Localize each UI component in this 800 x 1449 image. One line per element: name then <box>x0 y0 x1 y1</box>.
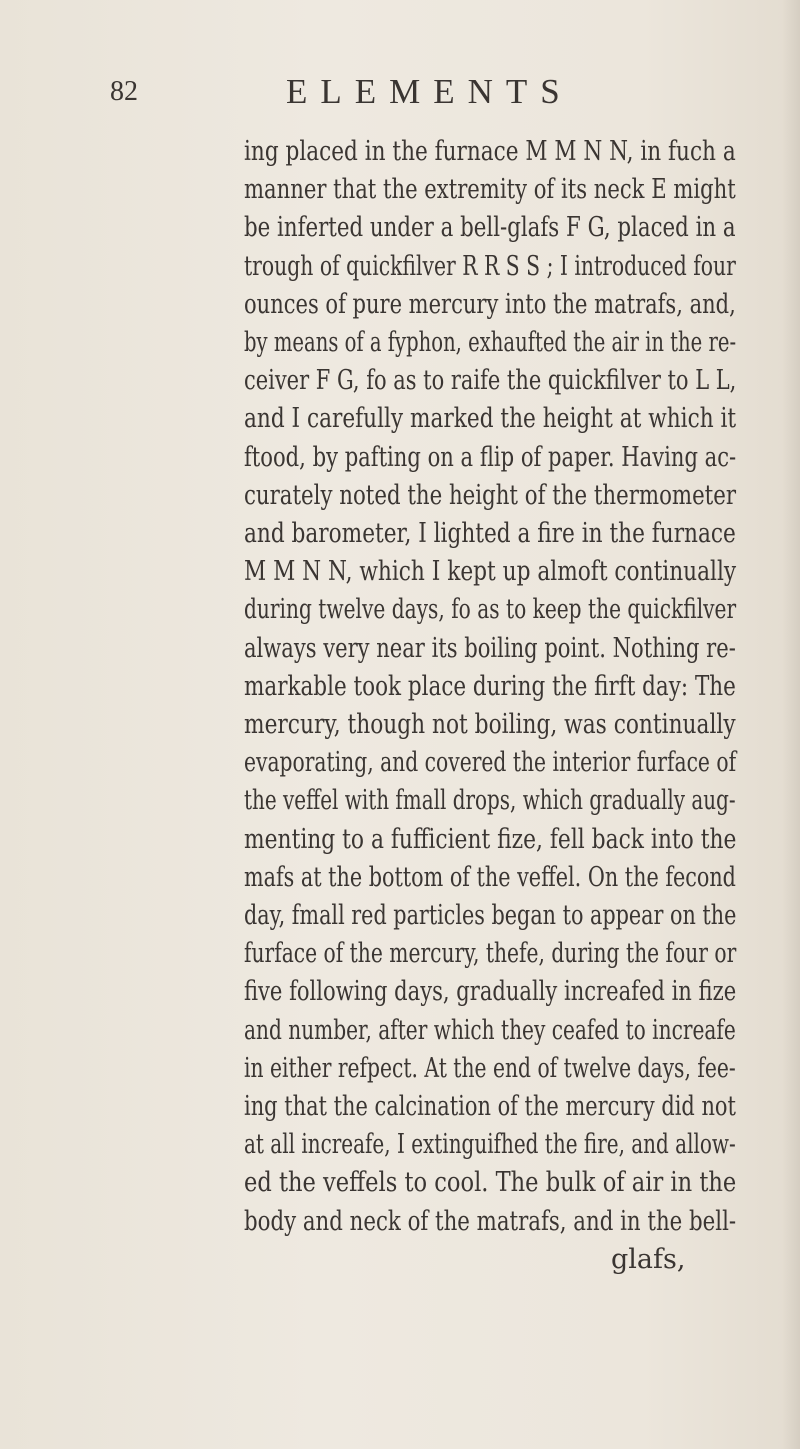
text-line: during twelve days, fo as to keep the quickfilver <box>244 594 737 626</box>
text-line: the veffel with fmall drops, which gradually aug- <box>244 785 736 817</box>
text-line: five following days, gradually increafed in fize <box>244 976 737 1008</box>
text-line: manner that the extremity of its neck E might <box>244 174 736 206</box>
text-line: day, fmall red particles began to appear on the <box>244 900 737 931</box>
text-line: ounces of pure mercury into the matrafs, and, <box>244 288 736 320</box>
text-line: and number, after which they ceafed to increafe <box>244 1014 736 1046</box>
text-line: trough of quickfilver R R S S ; I introduced four <box>244 250 736 282</box>
text-line: menting to a fufficient fize, fell back into the <box>244 823 737 855</box>
text-line: ing that the calcination of the mercury did not <box>244 1091 736 1122</box>
text-line: ing placed in the furnace M M N N, in fuch a <box>244 136 736 167</box>
text-line: ed the veffels to cool. The bulk of air in the <box>244 1167 737 1199</box>
text-line: in either refpect. At the end of twelve days, fee- <box>244 1052 736 1084</box>
text-line: body and neck of the matrafs, and in the bell- <box>244 1205 737 1237</box>
text-line: mercury, though not boiling, was continually <box>244 709 736 740</box>
text-line: curately noted the height of the thermometer <box>244 479 737 511</box>
text-line: furface of the mercury, thefe, during the four or <box>244 938 737 970</box>
running-title: ELEMENTS <box>286 72 573 111</box>
page-header <box>0 72 800 112</box>
text-line: ceiver F G, fo as to raife the quickfilver to L L, <box>244 365 737 397</box>
text-line: and I carefully marked the height at which it <box>244 403 737 435</box>
text-line: M M N N, which I kept up almoft continually <box>244 556 737 588</box>
text-line: be inferted under a bell-glafs F G, placed in a <box>244 212 736 244</box>
page-edge-shadow <box>782 0 800 1449</box>
text-line: mafs at the bottom of the veffel. On the fecond <box>244 861 736 893</box>
text-line: ftood, by pafting on a flip of paper. Having ac- <box>244 441 737 473</box>
page-number: 82 <box>110 76 138 107</box>
text-line: always very near its boiling point. Nothing re- <box>244 632 736 664</box>
text-line: by means of a fyphon, exhaufted the air in the re- <box>244 327 737 358</box>
text-line: and barometer, I lighted a fire in the furnace <box>244 518 736 549</box>
text-line: markable took place during the firft day: The <box>244 670 736 702</box>
text-line: evaporating, and covered the interior furface of <box>244 747 737 779</box>
text-line-catchword: glafs, <box>611 1243 686 1275</box>
text-line: at all increafe, I extinguifhed the fire, and allow- <box>244 1129 736 1161</box>
